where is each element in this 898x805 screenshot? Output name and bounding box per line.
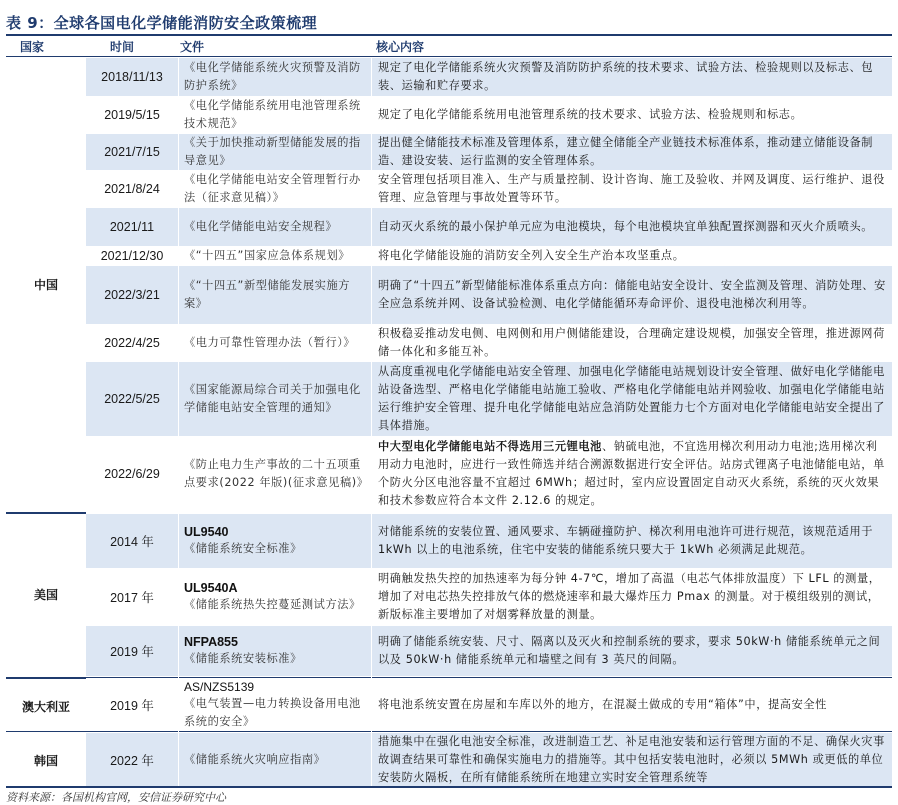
header-time: 时间 (110, 39, 135, 54)
row-file: 《电化学储能系统火灾预警及消防防护系统》 (184, 61, 361, 92)
content-rest: 、钠硫电池，不宜选用梯次利用动力电池;选用梯次利用动力电池时，应进行一致性筛选并结合溯源数据进行安全评估。站房式锂离子电池储能电站，单个防火分区电池容量不宜超过 6MWh；超过时，室内应设置固定自动灭火系统，系统的灭火效果和技术参数应符合本文件 2.12.6 的规定。 (378, 440, 885, 507)
row-content: 规定了电化学储能系统用电池管理系统的技术要求、试验方法、检验规则和标志。 (378, 108, 803, 121)
table-row (86, 362, 892, 436)
country-australia: 澳大利亚 (21, 700, 70, 714)
row-date: 2022/6/29 (104, 467, 160, 481)
row-content (372, 436, 892, 512)
row-file (178, 679, 370, 731)
country-divider (6, 677, 86, 679)
table-row (86, 208, 892, 246)
group-rule (86, 677, 892, 678)
row-content: 从高度重视电化学储能电站安全管理、加强电化学储能电站规划设计安全管理、做好电化学储能电站设备选型、严格电化学储能电站施工验收、严格电化学储能电站并网验收、加强电化学储能电站运行维护安全管理、提升电化学储能电站应急消防处置能力七个方面对电化学储能电站安全提出了具体措施。 (378, 365, 885, 432)
row-file: 《储能系统火灾响应指南》 (184, 752, 326, 766)
row-content: 明确了“十四五”新型储能标准体系重点方向：储能电站安全设计、安全监测及管理、消防处理、安全应急系统并网、设备试验检测、电化学储能循环寿命评价、退役电池梯次利用等。 (378, 279, 886, 310)
row-date: 2022/3/21 (104, 288, 160, 302)
country-divider (6, 512, 86, 514)
table-row (86, 324, 892, 362)
row-file (178, 626, 370, 676)
standard-code: UL9540A (184, 581, 238, 595)
row-content: 安全管理包括项目准入、生产与质量控制、设计咨询、施工及验收、并网及调度、运行维护、退役管理、应急管理与事故处置等环节。 (378, 173, 885, 204)
row-content: 规定了电化学储能系统火灾预警及消防防护系统的技术要求、试验方法、检验规则以及标志、包装、运输和贮存要求。 (378, 61, 874, 92)
row-date: 2017 年 (110, 591, 154, 605)
row-file: 《“十四五”新型储能发展实施方案》 (184, 279, 351, 310)
table-row (86, 134, 892, 170)
row-date: 2019 年 (110, 699, 154, 713)
table-row (86, 679, 892, 731)
row-date: 2022/5/25 (104, 392, 160, 406)
file-title: 《储能系统安全标准》 (184, 542, 302, 555)
row-date: 2022 年 (110, 753, 154, 768)
row-date: 2022/4/25 (104, 336, 160, 350)
header-file: 文件 (180, 39, 205, 54)
row-file (178, 514, 370, 568)
row-content: 明确触发热失控的加热速率为每分钟 4-7℃，增加了高温（电芯气体排放温度）下 LFL 的测量，增加了对电芯热失控排放气体的燃烧速率和最大爆炸压力 Pmax 的测量。对于模组级别的测试，新版标准主要增加了对烟雾释放量的测量。 (378, 572, 881, 621)
table-row (86, 246, 892, 266)
row-content: 将电化学储能设施的消防安全列入安全生产治本攻坚重点。 (378, 249, 685, 262)
header-country: 国家 (20, 39, 45, 54)
row-file: 《电力可靠性管理办法（暂行）》 (184, 336, 356, 349)
row-date: 2021/11 (109, 220, 155, 234)
row-content: 明确了储能系统安装、尺寸、隔离以及灭火和控制系统的要求，要求 50kW·h 储能系统单元之间以及 50kW·h 储能系统单元和墙壁之间有 3 英尺的间隔。 (378, 635, 881, 666)
country-korea: 韩国 (33, 754, 58, 768)
standard-code: AS/NZS5139 (184, 680, 255, 694)
row-file: 《“十四五”国家应急体系规划》 (184, 249, 351, 262)
row-file: 《电化学储能系统用电池管理系统技术规范》 (184, 99, 361, 130)
row-date: 2018/11/13 (101, 70, 163, 84)
header-content: 核心内容 (376, 39, 425, 54)
row-file: 《电化学储能电站安全规程》 (184, 220, 338, 233)
row-file (178, 568, 370, 626)
row-content: 对储能系统的安装位置、通风要求、车辆碰撞防护、梯次利用电池许可进行规范，该规范适用于 1kWh 以上的电池系统，住宅中安装的储能系统只要大于 1kWh 必须满足此规范。 (378, 525, 874, 556)
row-date: 2021/7/15 (104, 145, 160, 159)
row-date: 2021/8/24 (104, 182, 160, 196)
header-rule (6, 56, 892, 57)
table-row (86, 733, 892, 786)
table-row (86, 436, 892, 512)
standard-code: NFPA855 (184, 635, 238, 649)
table-row (86, 170, 892, 208)
row-content: 提出健全储能技术标准及管理体系，建立健全储能全产业链技术标准体系，推动建立储能设备制造、建设安装、运行监测的安全管理体系。 (378, 136, 874, 167)
source-note: 资料来源：各国机构官网，安信证券研究中心 (6, 791, 226, 804)
row-date: 2019 年 (110, 645, 154, 659)
row-content: 自动灭火系统的最小保护单元应为电池模块，每个电池模块宜单独配置探测器和灭火介质喷头。 (378, 220, 874, 233)
table-row (86, 626, 892, 676)
row-date: 2021/12/30 (100, 249, 164, 263)
standard-code: UL9540 (184, 525, 229, 539)
file-title: 《电气装置—电力转换设备用电池系统的安全》 (184, 697, 361, 728)
country-usa: 美国 (33, 588, 58, 602)
row-content: 积极稳妥推动发电侧、电网侧和用户侧储能建设，合理确定建设规模，加强安全管理，推进源网荷储一体化和多能互补。 (378, 327, 885, 358)
row-file: 《防止电力生产事故的二十五项重点要求(2022 年版)(征求意见稿)》 (184, 458, 369, 489)
content-highlight: 中大型电化学储能电站不得选用三元锂电池 (378, 440, 602, 453)
table-row (86, 568, 892, 626)
row-file: 《电化学储能电站安全管理暂行办法（征求意见稿）》 (184, 173, 361, 204)
row-file: 《关于加快推动新型储能发展的指导意见》 (184, 136, 361, 167)
file-title: 《储能系统安装标准》 (184, 652, 302, 665)
file-title: 《储能系统热失控蔓延测试方法》 (184, 598, 361, 611)
table-row (86, 58, 892, 96)
row-content: 将电池系统安置在房屋和车库以外的地方，在混凝土做成的专用“箱体”中，提高安全性 (378, 698, 827, 711)
country-china: 中国 (33, 278, 58, 292)
row-content: 措施集中在强化电池安全标准，改进制造工艺、补足电池安装和运行管理方面的不足、确保火灾事故调查结果可靠性和确保实施电力的措施等。其中包括安装电池时，必须以 5MWh 或更低的单位安装防火隔板，在所有储能系统所在地建立实时安全管理系统等 (378, 734, 885, 784)
bottom-rule (6, 786, 892, 788)
table-row (86, 514, 892, 568)
table-row (86, 96, 892, 134)
column-divider (178, 58, 179, 786)
row-file: 《国家能源局综合司关于加强电化学储能电站安全管理的通知》 (184, 383, 361, 414)
table-header (6, 36, 892, 56)
table-title: 表 9：全球各国电化学储能消防安全政策梳理 (6, 14, 318, 32)
table-row (86, 266, 892, 324)
row-date: 2019/5/15 (104, 108, 160, 122)
column-divider (371, 58, 372, 786)
row-date: 2014 年 (110, 535, 154, 549)
